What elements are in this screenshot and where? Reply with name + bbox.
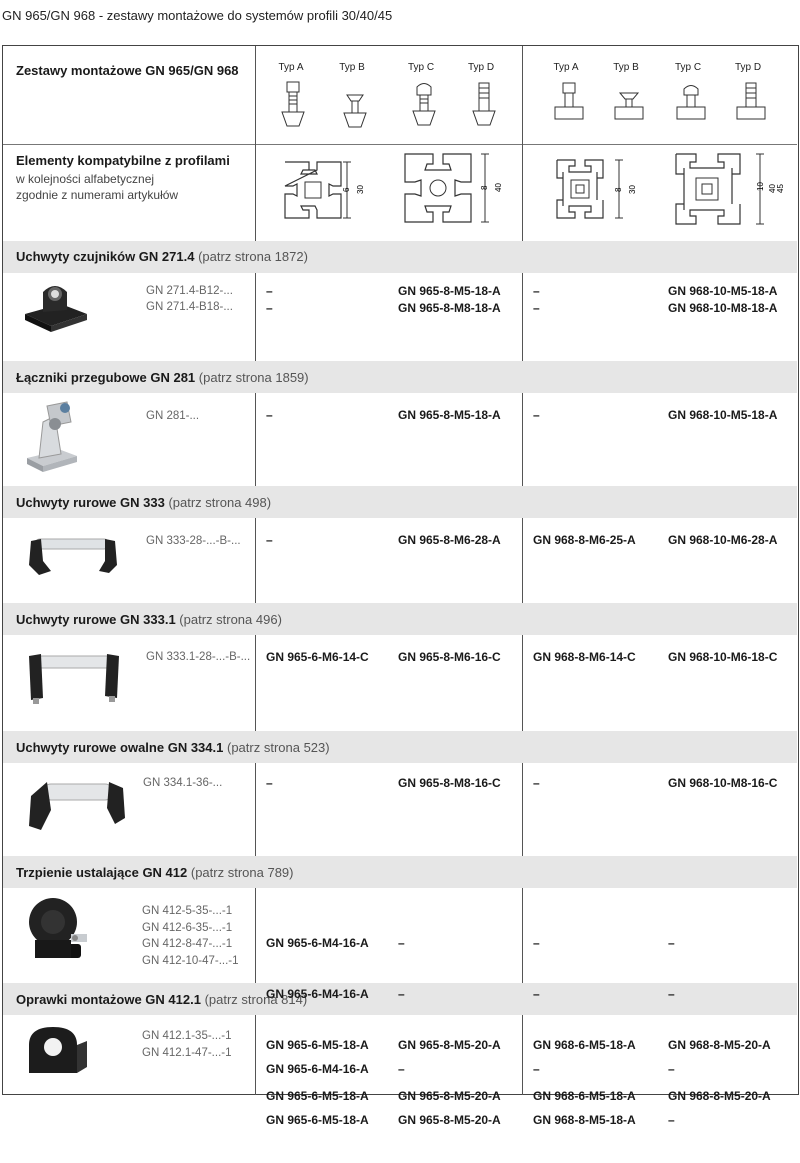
column-divider xyxy=(255,763,256,856)
code-cell: GN 965-8-M5-20-A xyxy=(398,1113,501,1127)
article-number: GN 412.1-47-...-1 xyxy=(142,1046,232,1059)
type-label-b: Typ B xyxy=(613,62,639,73)
code-cell: GN 968-10-M5-18-A xyxy=(668,284,778,298)
code-cell: – xyxy=(668,1062,675,1076)
profile-2-dim-b: 40 xyxy=(494,183,503,192)
article-number: GN 271.4-B12-... xyxy=(146,285,233,297)
type-label-d: Typ D xyxy=(467,62,495,73)
code-cell: – xyxy=(266,776,273,790)
profile-1-dim-b: 30 xyxy=(356,185,365,194)
article-number: GN 412-8-47-...-1 xyxy=(142,938,233,950)
article-number: GN 412.1-35-...-1 xyxy=(142,1030,232,1042)
profile-30-slot-icon xyxy=(555,158,645,220)
code-cell: GN 968-10-M6-18-C xyxy=(668,650,778,664)
section-ref: (patrz strona 523) xyxy=(226,740,330,755)
code-cell: GN 968-6-M5-18-A xyxy=(533,1038,636,1052)
column-divider xyxy=(255,393,256,486)
section-name: Trzpienie ustalające GN 412 xyxy=(16,865,188,880)
column-divider xyxy=(522,273,523,361)
article-number: GN 334.1-36-... xyxy=(143,777,223,789)
code-cell: – xyxy=(533,776,540,790)
type-label-c: Typ C xyxy=(407,62,435,73)
code-column xyxy=(668,1027,681,1163)
column-divider xyxy=(522,518,523,603)
profile-1-dim-a: 6 xyxy=(342,187,351,192)
article-number: GN 412-10-47-...-1 xyxy=(142,954,239,967)
fastener-type-b-icon xyxy=(614,81,644,131)
tube-handle-image xyxy=(21,531,121,581)
section-name: Uchwyty rurowe GN 333 xyxy=(16,495,165,510)
article-number: GN 412-5-35-...-1 xyxy=(142,905,233,917)
section-title-3 xyxy=(16,612,282,627)
fastener-type-d-icon xyxy=(736,81,766,131)
code-column xyxy=(533,1027,636,1163)
code-cell: – xyxy=(533,987,540,1001)
column-divider xyxy=(522,1015,523,1095)
type-label-b: Typ B xyxy=(339,62,365,73)
section-ref: (patrz strona 814) xyxy=(204,992,308,1007)
code-cell: GN 968-8-M5-18-A xyxy=(533,1113,636,1127)
code-cell: GN 965-6-M4-16-A xyxy=(266,936,369,950)
section-title-5 xyxy=(16,865,293,880)
profile-40-icon xyxy=(403,152,503,227)
code-cell: GN 965-8-M8-16-C xyxy=(398,776,501,790)
code-cell: – xyxy=(533,408,540,422)
column-divider xyxy=(255,635,256,731)
sets-label: Zestawy montażowe GN 965/GN 968 xyxy=(16,63,239,78)
code-cell: GN 968-8-M6-14-C xyxy=(533,650,636,664)
article-number: GN 281-... xyxy=(146,410,200,422)
code-cell: – xyxy=(533,936,540,950)
mounting-block-image xyxy=(25,1021,95,1081)
type-label-c: Typ C xyxy=(674,62,702,73)
type-label-a: Typ A xyxy=(553,62,579,73)
column-divider xyxy=(255,273,256,361)
profile-4-dim-b: 40 xyxy=(768,184,777,193)
compat-sub-1: w kolejności alfabetycznej xyxy=(16,172,155,186)
code-cell: GN 965-6-M5-18-A xyxy=(266,1038,369,1052)
section-ref: (patrz strona 496) xyxy=(179,612,282,627)
section-title-1 xyxy=(16,370,309,385)
code-cell: GN 965-6-M5-18-A xyxy=(266,1113,369,1127)
profile-3-dim-a: 8 xyxy=(614,187,623,192)
code-cell: GN 965-8-M8-18-A xyxy=(398,301,501,315)
code-cell: GN 968-10-M5-18-A xyxy=(668,408,778,422)
section-title-0 xyxy=(16,249,308,264)
article-number: GN 271.4-B18-... xyxy=(146,301,233,313)
code-cell: GN 965-8-M5-20-A xyxy=(398,1038,501,1052)
column-divider xyxy=(522,393,523,486)
section-title-4 xyxy=(16,740,330,755)
code-cell: GN 968-6-M5-18-A xyxy=(533,1089,636,1103)
code-cell: – xyxy=(398,936,405,950)
code-cell: GN 965-8-M6-28-A xyxy=(398,533,501,547)
code-cell: GN 968-8-M5-20-A xyxy=(668,1038,771,1052)
code-cell: GN 965-8-M5-18-A xyxy=(398,284,501,298)
column-divider xyxy=(522,888,523,983)
section-name: Uchwyty rurowe owalne GN 334.1 xyxy=(16,740,224,755)
code-cell: – xyxy=(533,301,540,315)
profile-2-dim-a: 8 xyxy=(480,185,489,190)
code-cell: – xyxy=(533,284,540,298)
type-label-d: Typ D xyxy=(734,62,762,73)
code-cell: – xyxy=(398,1062,405,1076)
fastener-type-c-icon xyxy=(412,81,436,131)
profile-45-slot-icon xyxy=(674,152,784,227)
column-divider xyxy=(255,518,256,603)
fastener-type-a-icon xyxy=(281,81,305,131)
code-cell: – xyxy=(266,408,273,422)
code-cell: GN 965-8-M5-18-A xyxy=(398,408,501,422)
code-column xyxy=(398,1027,501,1163)
code-cell: GN 965-8-M6-16-C xyxy=(398,650,501,664)
code-cell: GN 965-6-M6-14-C xyxy=(266,650,369,664)
code-cell: GN 965-6-M4-16-A xyxy=(266,1062,369,1076)
type-label-a: Typ A xyxy=(278,62,304,73)
code-cell: GN 968-8-M5-20-A xyxy=(668,1089,771,1103)
article-number: GN 333.1-28-...-B-... xyxy=(146,651,251,663)
column-divider xyxy=(522,635,523,731)
profile-4-dim-c: 45 xyxy=(776,184,785,193)
code-cell: – xyxy=(266,533,273,547)
section-title-2 xyxy=(16,495,271,510)
code-cell: GN 968-10-M6-28-A xyxy=(668,533,778,547)
profile-30-icon xyxy=(283,160,373,220)
code-cell: – xyxy=(668,1113,675,1127)
code-cell: – xyxy=(398,987,405,1001)
code-cell: – xyxy=(668,936,675,950)
oval-tube-handle-image xyxy=(21,774,131,834)
section-name: Uchwyty czujników GN 271.4 xyxy=(16,249,195,264)
code-cell: GN 968-10-M8-16-C xyxy=(668,776,778,790)
fastener-type-a-icon xyxy=(554,81,584,131)
article-number: GN 333-28-...-B-... xyxy=(146,535,241,547)
code-cell: – xyxy=(668,987,675,1001)
code-cell: GN 965-6-M4-16-A xyxy=(266,987,369,1001)
section-ref: (patrz strona 1872) xyxy=(198,249,308,264)
code-column xyxy=(668,901,771,1139)
compat-label: Elementy kompatybilne z profilami xyxy=(16,153,230,168)
column-divider xyxy=(255,46,256,241)
section-ref: (patrz strona 1859) xyxy=(198,370,309,385)
code-cell: GN 968-10-M8-18-A xyxy=(668,301,778,315)
code-cell: – xyxy=(266,284,273,298)
code-cell: GN 965-8-M5-20-A xyxy=(398,1089,501,1103)
code-column xyxy=(266,1027,369,1163)
indexing-plunger-image xyxy=(23,894,93,974)
section-name: Łączniki przegubowe GN 281 xyxy=(16,370,196,385)
fastener-type-b-icon xyxy=(343,81,367,131)
article-number: GN 412-6-35-...-1 xyxy=(142,921,233,934)
section-name: Uchwyty rurowe GN 333.1 xyxy=(16,612,176,627)
profile-3-dim-b: 30 xyxy=(628,185,637,194)
column-divider xyxy=(255,1015,256,1095)
header-divider xyxy=(3,144,797,145)
compatibility-table xyxy=(2,45,799,1127)
code-cell: GN 965-6-M5-18-A xyxy=(266,1089,369,1103)
code-cell: – xyxy=(266,301,273,315)
compat-sub-2: zgodnie z numerami artykułów xyxy=(16,188,179,202)
hinge-joint-image xyxy=(21,398,81,478)
fastener-type-c-icon xyxy=(676,81,706,131)
profile-4-dim-a: 10 xyxy=(756,182,765,191)
column-divider xyxy=(522,763,523,856)
column-divider xyxy=(522,46,523,241)
code-cell: GN 968-8-M6-25-A xyxy=(533,533,636,547)
page-title: GN 965/GN 968 - zestawy montażowe do systemów profili 30/40/45 xyxy=(2,8,393,23)
tube-handle-image xyxy=(23,644,123,709)
column-divider xyxy=(255,888,256,983)
section-title-6 xyxy=(16,992,307,1007)
section-ref: (patrz strona 498) xyxy=(168,495,272,510)
article-list xyxy=(142,903,239,969)
code-cell: – xyxy=(533,1062,540,1076)
article-list xyxy=(142,1028,231,1061)
section-name: Oprawki montażowe GN 412.1 xyxy=(16,992,201,1007)
section-ref: (patrz strona 789) xyxy=(190,865,294,880)
sensor-holder-image xyxy=(21,278,91,338)
fastener-type-d-icon xyxy=(472,81,496,131)
